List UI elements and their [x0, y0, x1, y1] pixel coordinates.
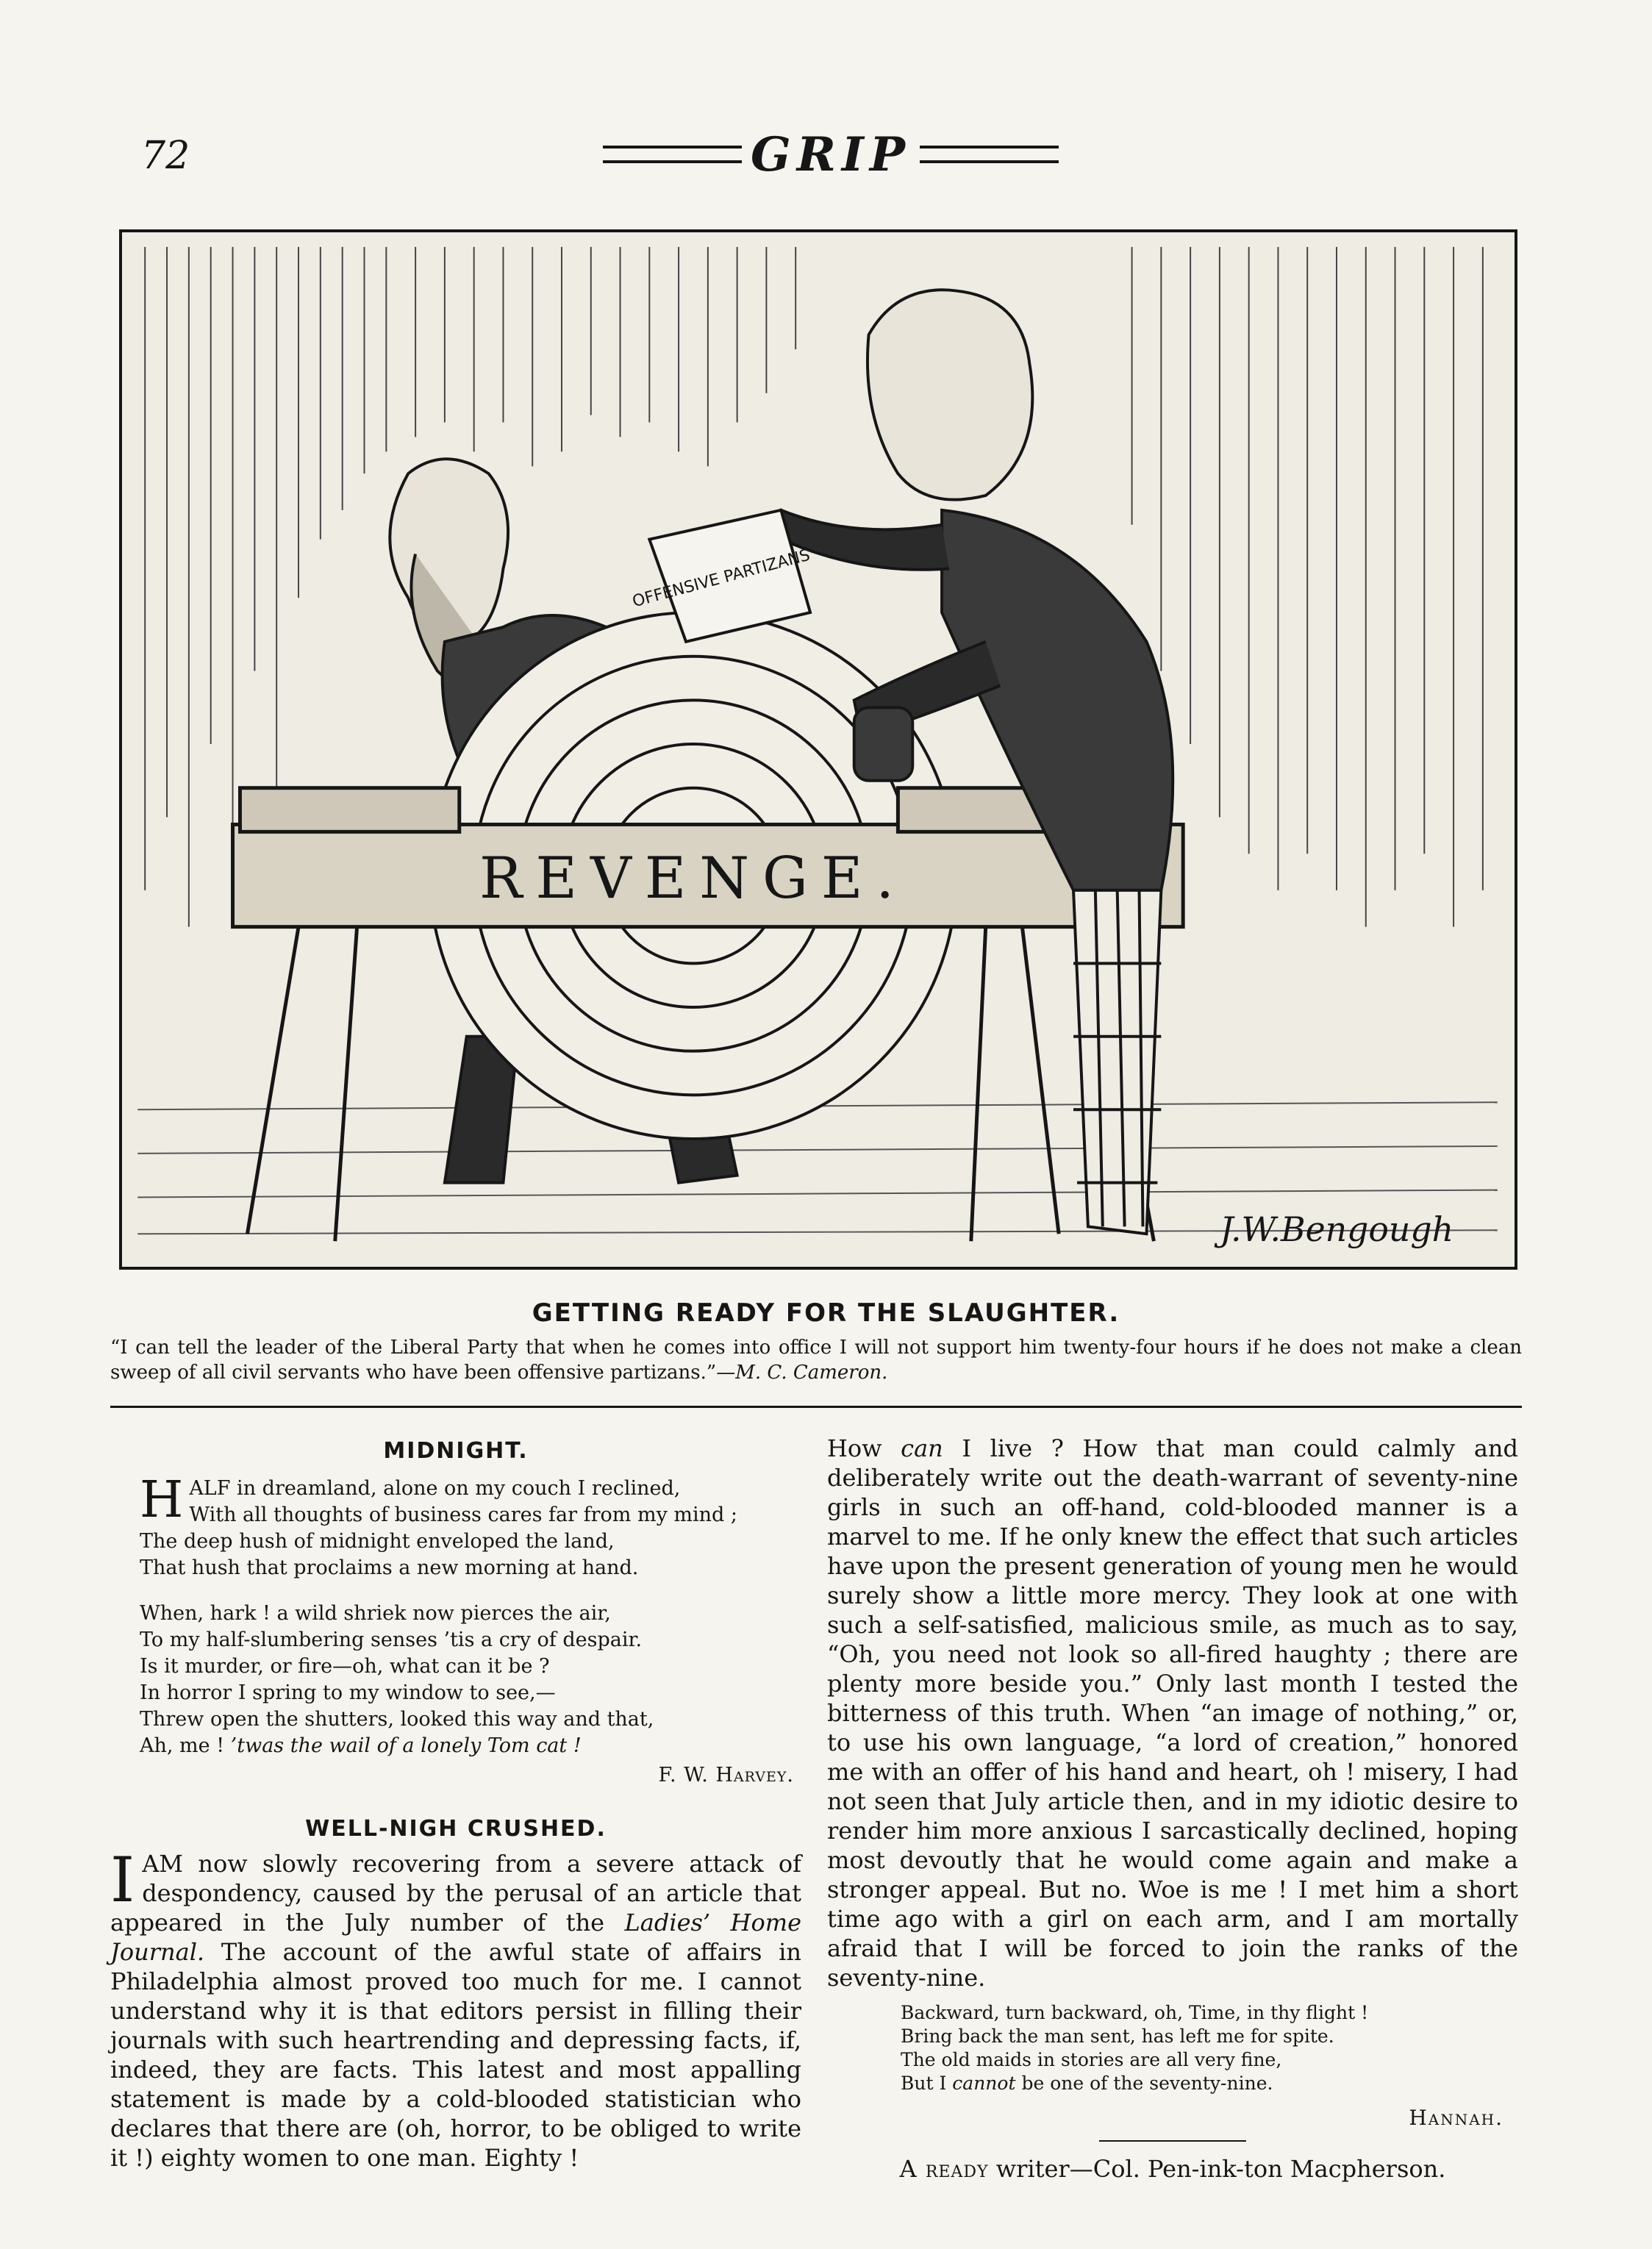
crushed-signature: Hannah.	[1409, 2106, 1503, 2130]
cartoon-drawing	[122, 232, 1515, 1267]
bench-label: REVENGE.	[479, 845, 907, 912]
ready-prefix: A ready	[899, 2155, 989, 2183]
poem-line: To my half-slumbering senses ’tis a cry of despair.	[140, 1628, 643, 1651]
masthead-rule-right	[920, 146, 1059, 163]
crushed-title: WELL-NIGH CRUSHED.	[305, 1816, 607, 1842]
page-number: 72	[141, 134, 190, 178]
ready-text: writer—Col. Pen-ink-ton Macpherson.	[988, 2155, 1446, 2183]
crushed-text: I live ? How that man could calmly and deliberately write out the death-warrant of seventy-nine girls in such an off-hand, cold-blooded manner is a marvel to me. If he only knew the effect that such articles have upon the present generation of young men he would surely show a little more mercy. They look at one with such a self-satisfied, malicious smile, as much as to say, “Oh, you need not look so all-fired haughty ; there are plenty more beside you.” Only last month I tested the bitterness of this truth. When “an image of nothing,” or, to use his own language, “a lord of creation,” honored me with an offer of his hand and heart, oh ! misery, I had not seen that July article then, and in my idiotic desire to render him more anxious I sarcastically declined, hoping most devoutly that he would come again and make a stronger appeal. But no. Woe is me ! I met him a short time ago with a girl on each arm, and I am mortally afraid that I will be forced to join the ranks of the seventy-nine.	[827, 1434, 1519, 1992]
verse-line: Bring back the man sent, has left me for spite.	[901, 2025, 1334, 2047]
poem-line: With all thoughts of business cares far from my mind ;	[189, 1503, 737, 1526]
caption-quote-text: “I can tell the leader of the Liberal Party that when he comes into office I will not support him twenty-four hours if he does not make a clean sweep of all civil servants who have been offensive partizans.”—	[110, 1337, 1522, 1384]
newspaper-text: OFFENSIVE PARTIZANS	[630, 546, 812, 612]
crushed-paragraph-2	[827, 1434, 1518, 1992]
verse-text: But I	[901, 2073, 953, 2094]
artist-signature: J.W.Bengough	[1220, 1210, 1454, 1250]
verse-emphasis: cannot	[952, 2073, 1016, 2094]
caption-attribution: M. C. Cameron.	[735, 1362, 888, 1384]
cartoon-caption-quote	[110, 1335, 1522, 1385]
masthead-title: GRIP	[751, 126, 911, 182]
midnight-poem	[140, 1471, 801, 1759]
crushed-text: AM now slowly recovering from a severe attack of despondency, caused by the perusal of an article that appeared in the July number of the	[110, 1850, 801, 1937]
poem-line: That hush that proclaims a new morning at hand.	[140, 1556, 639, 1579]
crushed-verse	[901, 2001, 1518, 2095]
left-column	[110, 1434, 801, 2173]
verse-line-last	[901, 2072, 1518, 2095]
journal-name: Ladies’ Home Journal.	[110, 1909, 802, 1966]
poem-line: Threw open the shutters, looked this way and that,	[140, 1708, 654, 1731]
masthead-rule-left	[603, 146, 742, 163]
poem-line: In horror I spring to my window to see,—	[140, 1681, 556, 1704]
poem-line: When, hark ! a wild shriek now pierces the air,	[140, 1602, 611, 1625]
poem-line: ALF in dreamland, alone on my couch I reclined,	[189, 1477, 681, 1500]
right-column	[827, 1434, 1518, 2183]
midnight-title: MIDNIGHT.	[383, 1438, 529, 1464]
ready-writer-joke	[827, 2155, 1518, 2183]
poem-line-last	[140, 1733, 801, 1759]
crushed-dropcap: I	[110, 1844, 135, 1916]
short-divider	[1099, 2140, 1246, 2142]
poem-line-start: Ah, me !	[140, 1734, 231, 1757]
poem-line: Is it murder, or fire—oh, what can it be ?	[140, 1655, 550, 1678]
verse-line: The old maids in stories are all very fine,	[901, 2049, 1282, 2070]
crushed-text: How	[827, 1434, 901, 1462]
crushed-text: The account of the awful state of affairs in Philadelphia almost proved too much for me. I cannot understand why it is that editors persist in filling their journals with such heartrending and depressing facts, if, indeed, they are facts. This latest and most appalling statement is made by a cold-blooded statistician who declares that there are (oh, horror, to be obliged to write it !) eighty women to one man. Eighty !	[110, 1938, 801, 2172]
cartoon-illustration	[119, 229, 1517, 1270]
section-divider	[110, 1406, 1522, 1408]
poem-line-italic: ’twas the wail of a lonely Tom cat !	[230, 1734, 582, 1757]
midnight-dropcap: H	[140, 1471, 184, 1529]
crushed-paragraph-1	[110, 1844, 802, 2173]
verse-text: be one of the seventy-nine.	[1015, 2073, 1273, 2094]
emphasis: can	[901, 1434, 943, 1462]
verse-line: Backward, turn backward, oh, Time, in thy flight !	[901, 2002, 1369, 2023]
poem-line: The deep hush of midnight enveloped the land,	[140, 1530, 615, 1553]
masthead	[603, 125, 1059, 184]
cartoon-caption-title: GETTING READY FOR THE SLAUGHTER.	[532, 1298, 1120, 1328]
midnight-signature: F. W. Harvey.	[658, 1764, 794, 1787]
